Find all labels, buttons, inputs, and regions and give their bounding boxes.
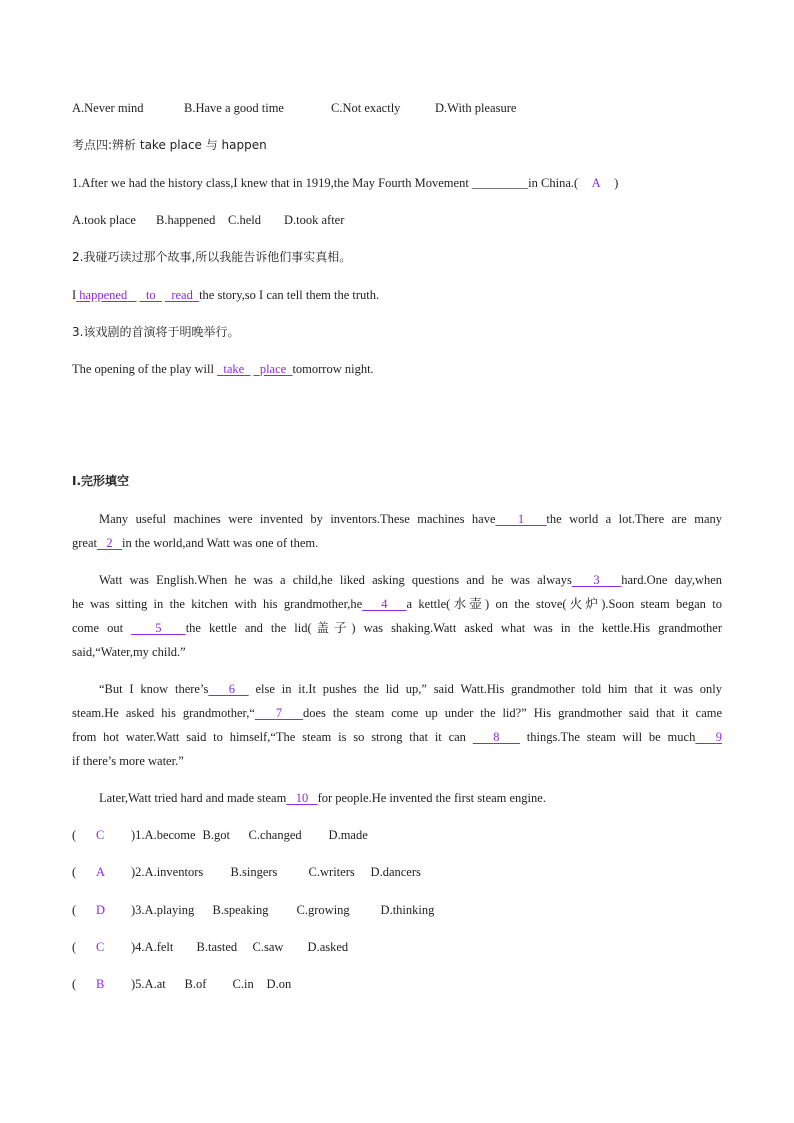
q2-answer-3: read <box>171 288 193 302</box>
q3-answer-1: take <box>223 362 245 376</box>
q2-answer-1: happened <box>79 288 128 302</box>
cloze-blank-8: 8 <box>493 730 500 744</box>
q1-text-after: in China.( <box>528 176 579 190</box>
cloze-p1-line1: Many useful machines were invented by inventors.These machines have 1 the world a lot.There are many <box>99 512 723 526</box>
q1-option-b: B.happened <box>156 213 216 227</box>
question-2-answer: A <box>96 865 106 879</box>
cloze-p3-line1: “But I know there’s 6 else in it.It pushes the lid up,” said Watt.His grandmother told him that it was only <box>99 682 723 696</box>
top-options-row <box>72 100 516 116</box>
q1-answer: A <box>591 176 601 190</box>
q2-answer-2: to <box>145 288 156 302</box>
option-a: A.Never mind <box>72 101 144 115</box>
cloze-blank-9: 9 <box>715 730 723 744</box>
section-four-title: 考点四:辨析 take place 与 happen <box>72 138 267 152</box>
question-4-answer: C <box>96 940 105 954</box>
option-b: B.Have a good time <box>184 101 284 115</box>
question-row: ( C )4.A.felt B.tasted C.saw D.asked <box>72 940 349 954</box>
question-row: ( C )1.A.become B.got C.changed D.made <box>72 828 368 842</box>
q1-text-before: 1.After we had the history class,I knew that in 1919,the May Fourth Movement <box>72 176 472 190</box>
q2-english <box>72 287 379 303</box>
q1-blank: _________ <box>471 176 529 190</box>
question-5-answer: B <box>96 977 105 991</box>
cloze-p3-line3: from hot water.Watt said to himself,“The steam is so strong that it can 8 things.The steam will be much 9 <box>72 730 723 744</box>
question-row: ( B )5.A.at B.of C.in D.on <box>72 977 292 991</box>
cloze-blank-3: 3 <box>593 573 600 587</box>
q1-option-c: C.held <box>228 213 261 227</box>
cloze-p2-line2: he was sitting in the kitchen with his grandmother,he 4 a kettle(水壶) on the stove(火炉).Soon steam began to <box>72 597 722 611</box>
cloze-p2-line4: said,“Water,my child.” <box>72 645 186 659</box>
q1-option-a: A.took place <box>72 213 136 227</box>
cloze-blank-4: 4 <box>381 597 388 611</box>
cloze-blank-10: 10 <box>295 791 309 805</box>
cloze-blank-7: 7 <box>275 706 283 720</box>
question-row: ( D )3.A.playing B.speaking C.growing D.thinking <box>72 903 435 917</box>
q1-close: ) <box>614 176 619 190</box>
cloze-blank-5: 5 <box>155 621 162 635</box>
cloze-p4-line1: Later,Watt tried hard and made steam 10 for people.He invented the first steam engine. <box>99 791 546 805</box>
cloze-blank-1: 1 <box>517 512 525 526</box>
cloze-p3-line2: steam.He asked his grandmother,“ 7 does the steam come up under the lid?” His grandmother said that it came <box>72 706 723 720</box>
q2-start: I <box>72 288 77 302</box>
cloze-blank-2: 2 <box>106 536 113 550</box>
q3-answer-2: place <box>259 362 287 376</box>
question-1-answer: C <box>96 828 105 842</box>
cloze-blank-6: 6 <box>228 682 236 696</box>
q1-line <box>72 175 618 191</box>
question-row: ( A )2.A.inventors B.singers C.writers D.dancers <box>72 865 421 879</box>
cloze-p1-line2: great 2 in the world,and Watt was one of them. <box>72 536 319 550</box>
cloze-p3-line4: if there’s more water.” <box>72 754 184 768</box>
q3-start: The opening of the play will <box>72 362 218 376</box>
q3-rest: tomorrow night. <box>292 362 374 376</box>
cloze-title: Ⅰ.完形填空 <box>72 474 130 488</box>
q3-english <box>72 361 374 377</box>
q3-chinese: 3.该戏剧的首演将于明晚举行。 <box>72 325 240 339</box>
question-3-answer: D <box>96 903 106 917</box>
cloze-p2-line3: come out 5 the kettle and the lid(盖子) was shaking.Watt asked what was in the kettle.His grandmother <box>72 621 723 635</box>
option-c: C.Not exactly <box>331 101 401 115</box>
q2-rest: the story,so I can tell them the truth. <box>199 288 380 302</box>
q2-chinese: 2.我碰巧读过那个故事,所以我能告诉他们事实真相。 <box>72 250 352 264</box>
cloze-p2-line1: Watt was English.When he was a child,he liked asking questions and he was always 3 hard.One day,when <box>99 573 723 587</box>
q1-option-d: D.took after <box>284 213 345 227</box>
option-d: D.With pleasure <box>435 101 517 115</box>
q1-options-row <box>72 212 344 228</box>
